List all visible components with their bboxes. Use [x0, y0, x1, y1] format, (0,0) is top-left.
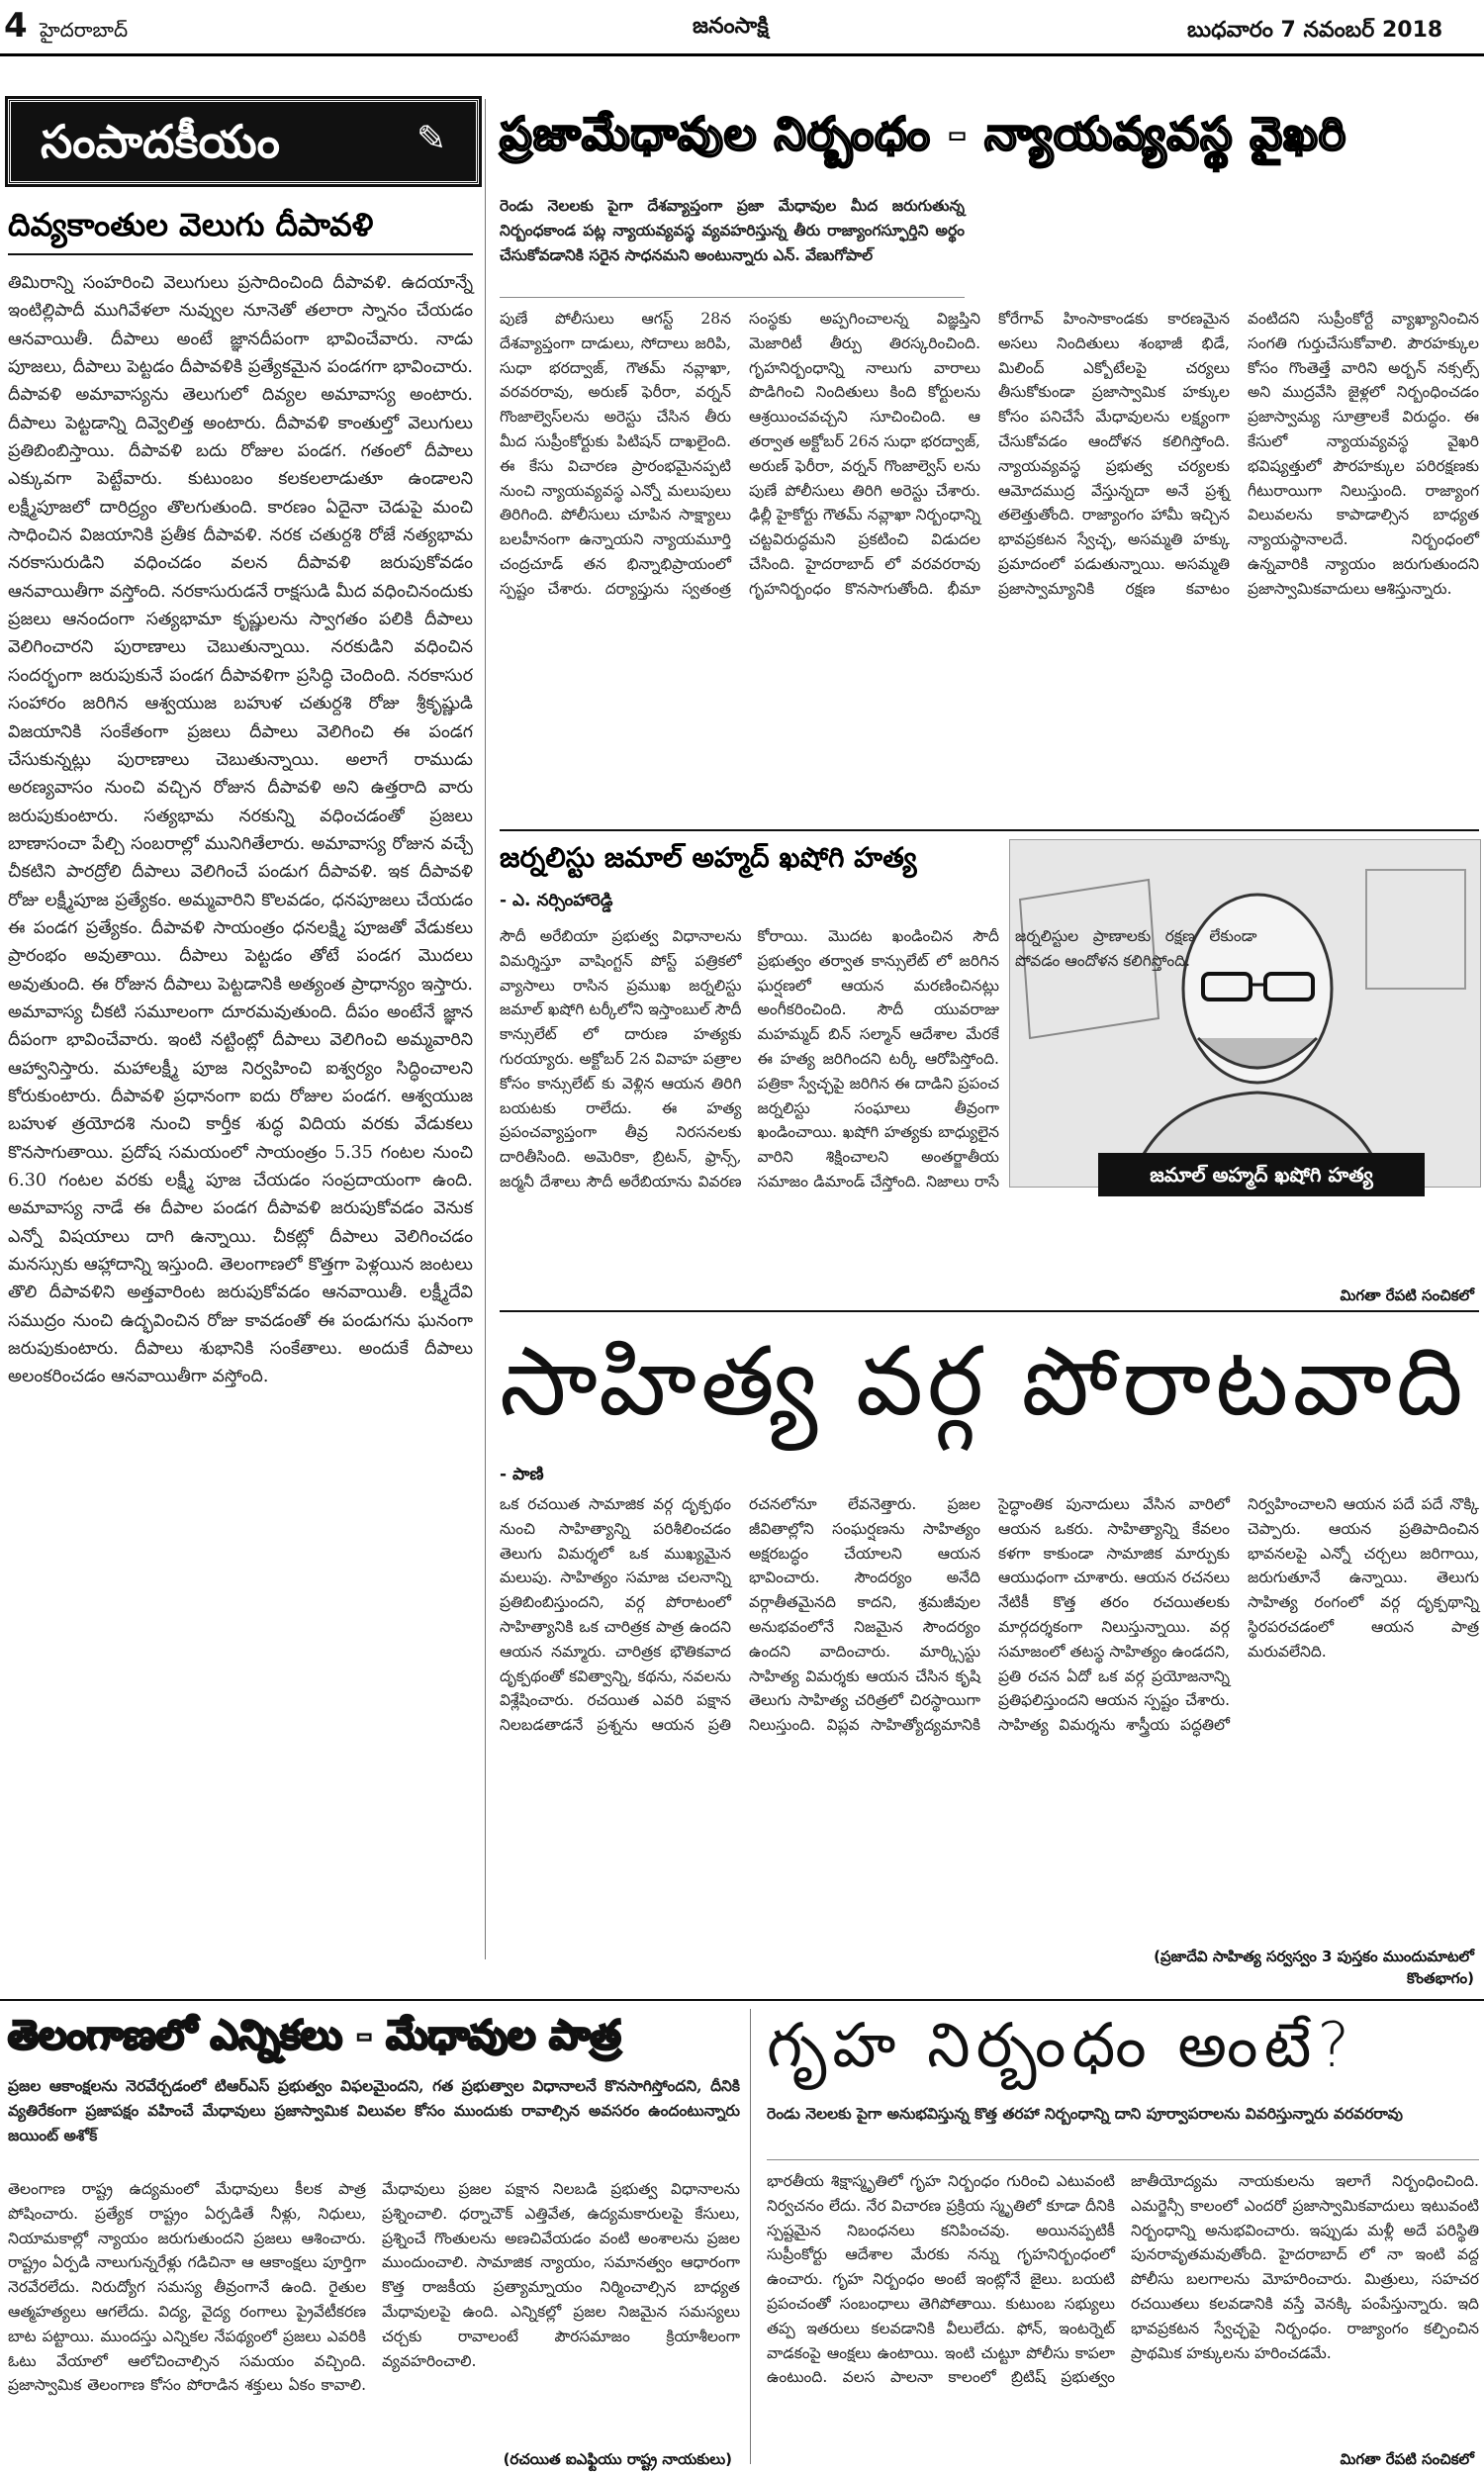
house-arrest-title: గృహ నిర్బంధం అంటే? — [767, 2009, 1356, 2081]
page-number: 4 — [4, 6, 28, 46]
lead-story-rule — [500, 829, 1479, 831]
khashoggi-body: సౌదీ అరేబియా ప్రభుత్వ విధానాలను విమర్శిస్తూ వాషింగ్టన్ పోస్ట్ పత్రికలో వ్యాసాలు రాసిన ప్రముఖ జర్నలిస్టు జమాల్ ఖషోగి టర్కీలోని ఇస్తాంబుల్ సౌదీ కాన్సులేట్ లో దారుణ హత్యకు గురయ్యారు. అక్టోబర్ 2న వివాహ పత్రాల కోసం కాన్సులేట్ కు వెళ్లిన ఆయన తిరిగి బయటకు రాలేదు. ఈ హత్య ప్రపంచవ్యాప్తంగా తీవ్ర నిరసనలకు దారితీసింది. అమెరికా, బ్రిటన్, ఫ్రాన్స్, జర్మనీ దేశాలు సౌదీ అరేబియాను వివరణ కోరాయి. మొదట ఖండించిన సౌదీ ప్రభుత్వం తర్వాత కాన్సులేట్ లో జరిగిన ఘర్షణలో ఆయన మరణించినట్లు అంగీకరించింది. సౌదీ యువరాజు మహమ్మద్ బిన్ సల్మాన్ ఆదేశాల మేరకే ఈ హత్య జరిగిందని టర్కీ ఆరోపిస్తోంది. పత్రికా స్వేచ్ఛపై జరిగిన ఈ దాడిని ప్రపంచ జర్నలిస్టు సంఘాలు తీవ్రంగా ఖండించాయి. ఖషోగి హత్యకు బాధ్యులైన వారిని శిక్షించాలని అంతర్జాతీయ సమాజం డిమాండ్ చేస్తోంది. నిజాలు రాసే — [500, 927, 999, 1190]
khashoggi-portrait — [1009, 839, 1481, 1188]
lead-story-deck: రెండు నెలలకు పైగా దేశవ్యాప్తంగా ప్రజా మేధావుల మీద జరుగుతున్న నిర్బంధకాండ పట్ల న్యాయవ్యవస్థ వ్యవహరిస్తున్న తీరు రాజ్యాంగస్ఫూర్తిని అర్థం చేసుకోవడానికి సరైన సాధనమని అంటున్నారు ఎన్. వేణుగోపాల్ — [500, 196, 965, 264]
issue-date: బుధవారం 7 నవంబర్ 2018 — [1187, 18, 1443, 43]
lower-section-rule — [0, 1999, 1484, 2001]
khashoggi-title: జర్నలిస్టు జమాల్ అహ్మద్ ఖషోగి హత్య — [500, 841, 917, 874]
house-arrest-deck-rule — [767, 2159, 1479, 2160]
portrait-sketch-icon — [1010, 840, 1480, 1187]
editorial-title-rule — [8, 253, 473, 255]
khashoggi-rule — [500, 1310, 1479, 1312]
khashoggi-continued: మిగతా రేపటి సంచికలో — [1340, 1286, 1474, 1304]
editorial-title: దివ్యకాంతుల వెలుగు దీపావళి — [8, 206, 374, 243]
lead-story-title: ప్రజామేధావుల నిర్బంధం - న్యాయవ్యవస్థ వైఖరి — [500, 107, 1347, 160]
page-header — [0, 0, 1484, 55]
edition-city: హైదరాబాద్ — [40, 18, 129, 42]
khashoggi-byline: - ఎ. నర్సింహారెడ్డి — [500, 891, 613, 910]
telangana-body: తెలంగాణ రాష్ట్ర ఉద్యమంలో మేధావులు కీలక పాత్ర పోషించారు. ప్రత్యేక రాష్ట్రం ఏర్పడితే నీళ్లు, నిధులు, నియామకాల్లో న్యాయం జరుగుతుందని ప్రజలు ఆశించారు. రాష్ట్రం ఏర్పడి నాలుగున్నరేళ్లు గడిచినా ఆ ఆకాంక్షలు పూర్తిగా నెరవేరలేదు. నిరుద్యోగ సమస్య తీవ్రంగానే ఉంది. రైతుల ఆత్మహత్యలు ఆగలేదు. విద్య, వైద్య రంగాలు ప్రైవేటీకరణ బాట పట్టాయి. ముందస్తు ఎన్నికల నేపథ్యంలో ప్రజలు ఎవరికి ఓటు వేయాలో ఆలోచించాల్సిన సమయం వచ్చింది. ప్రజాస్వామిక తెలంగాణ కోసం పోరాడిన శక్తులు ఏకం కావాలి. మేధావులు ప్రజల పక్షాన నిలబడి ప్రభుత్వ విధానాలను ప్రశ్నించాలి. ధర్నాచౌక్ ఎత్తివేత, ఉద్యమకారులపై కేసులు, ప్రశ్నించే గొంతులను అణచివేయడం వంటి అంశాలను ప్రజల ముందుంచాలి. సామాజిక న్యాయం, సమానత్వం ఆధారంగా కొత్త రాజకీయ ప్రత్యామ్నాయం నిర్మించాల్సిన బాధ్యత మేధావులపై ఉంది. ఎన్నికల్లో ప్రజల నిజమైన సమస్యలు చర్చకు రావాలంటే పౌరసమాజం క్రియాశీలంగా వ్యవహరించాలి. — [8, 2180, 740, 2395]
house-arrest-deck: రెండు నెలలకు పైగా అనుభవిస్తున్న కొత్త తరహా నిర్బంధాన్ని దాని పూర్వాపరాలను వివరిస్తున్నారు వరవరరావు — [767, 2104, 1403, 2123]
telangana-deck: ప్రజల ఆకాంక్షలను నెరవేర్చడంలో టిఆర్ఎస్ ప్రభుత్వం విఫలమైందని, గత ప్రభుత్వాల విధానాలనే కొనసాగిస్తోందని, దీనికి వ్యతిరేకంగా ప్రజాపక్షం వహించే మేధావులు ప్రజాస్వామిక విలువల కోసం ముందుకు రావాల్సిన అవసరం ఉందంటున్నారు జయింట్ అశోక్ — [8, 2076, 740, 2144]
literary-byline: - పాణి — [500, 1465, 544, 1484]
house-arrest-body: భారతీయ శిక్షాస్మృతిలో గృహ నిర్బంధం గురించి ఎటువంటి నిర్వచనం లేదు. నేర విచారణ ప్రక్రియ స్మృతిలో కూడా దీనికి స్పష్టమైన నిబంధనలు కనిపించవు. అయినప్పటికీ సుప్రీంకోర్టు ఆదేశాల మేరకు నన్ను గృహనిర్బంధంలో ఉంచారు. గృహ నిర్బంధం అంటే ఇంట్లోనే జైలు. బయటి ప్రపంచంతో సంబంధాలు తెగిపోతాయి. కుటుంబ సభ్యులు తప్ప ఇతరులు కలవడానికి వీలులేదు. ఫోన్, ఇంటర్నెట్ వాడకంపై ఆంక్షలు ఉంటాయి. ఇంటి చుట్టూ పోలీసు కాపలా ఉంటుంది. వలస పాలనా కాలంలో బ్రిటిష్ ప్రభుత్వం జాతీయోద్యమ నాయకులను ఇలాగే నిర్బంధించింది. ఎమర్జెన్సీ కాలంలో ఎందరో ప్రజాస్వామికవాదులు ఇటువంటి నిర్బంధాన్ని అనుభవించారు. ఇప్పుడు మళ్లీ అదే పరిస్థితి పునరావృతమవుతోంది. హైదరాబాద్ లో నా ఇంటి వద్ద పోలీసు బలగాలను మోహరించారు. మిత్రులు, సహచర రచయితలు కలవడానికి వస్తే వెనక్కి పంపేస్తున్నారు. ఇది భావప్రకటన స్వేచ్ఛపై నిర్బంధం. రాజ్యాంగం కల్పించిన ప్రాథమిక హక్కులను హరించడమే. — [767, 2172, 1479, 2387]
telangana-title: తెలంగాణలో ఎన్నికలు - మేధావుల పాత్ర — [8, 2013, 621, 2058]
editorial-label-box — [8, 99, 479, 184]
header-rule — [0, 53, 1484, 56]
editorial-body: తిమిరాన్ని సంహరించి వెలుగులు ప్రసాదించింది దీపావళి. ఉదయాన్నే ఇంటిల్లిపాదీ ముగివేళలా నువ్వుల నూనెతో తలారా స్నానం చేయడం ఆనవాయితీ. దీపాలు అంటే జ్ఞానదీపంగా భావించేవారు. నాడు పూజలు, దీపాలు పెట్టడం దీపావళికి ప్రత్యేకమైన పండగగా భావించారు. దీపావళి అమావాస్యను తెలుగులో దివ్యల అమావాస్య అంటారు. దీపాలు పెట్టడాన్ని దివ్వెలిత్త అంటారు. దీపావళి కాంతుల్తో వెలుగులు ప్రతిబింబిస్తాయి. దీపావళి బదు రోజుల పండగ. గతంలో దీపాలు ఎక్కువగా పెట్టేవారు. కుటుంబం కలకలలాడుతూ ఉండాలని లక్ష్మీపూజలో దారిద్ర్యం తొలగుతుంది. కారణం ఏదైనా చెడుపై మంచి సాధించిన విజయానికి ప్రతీక దీపావళి. నరక చతుర్దశి రోజే నత్యభామ నరకాసురుడిని వధించడం వలన దీపావళి జరుపుకోవడం ఆనవాయితీగా వస్తోంది. నరకాసురుడనే రాక్షసుడి మీద వధించినందుకు ప్రజలు ఆనందంగా సత్యభామా కృష్ణులను స్వాగతం పలికి దీపాలు వెలిగించారని పురాణాలు చెబుతున్నాయి. నరకుడిని వధించిన సందర్భంగా జరుపుకునే పండగ దీపావళిగా ప్రసిద్ధి చెందింది. నరకాసుర సంహారం జరిగిన ఆశ్వయుజ బహుళ చతుర్దశి రోజు శ్రీకృష్ణుడి విజయానికి సంకేతంగా ప్రజలు దీపాలు వెలిగించి ఈ పండగ చేసుకున్నట్లు పురాణాలు చెబుతున్నాయి. అలాగే రాముడు అరణ్యవాసం నుంచి వచ్చిన రోజున దీపావళి అని ఉత్తరాది వారు జరుపుకుంటారు. సత్యభామ నరకున్ని వధించడంతో ప్రజలు బాణాసంచా పేల్చి సంబరాల్లో మునిగితేలారు. అమావాస్య రోజున వచ్చే చీకటిని పారద్రోలి దీపాలు వెలిగించే పండుగ దీపావళి. ఇక దీపావళి రోజు లక్ష్మీపూజ ప్రత్యేకం. అమ్మవారిని కొలవడం, ధనపూజలు చేయడం ఈ పండగ ప్రత్యేకం. దీపావళి సాయంత్రం ధనలక్ష్మి పూజతో వేడుకలు ప్రారంభం అవుతాయి. దీపాలు పెట్టడం తోటే పండగ మొదలు అవుతుంది. ఈ రోజున దీపాలు పెట్టడానికి అత్యంత ప్రాధాన్యం ఇస్తారు. అమావాస్య చీకటి సమూలంగా దూరమవుతుంది. దీపం అంటేనే జ్ఞాన దీపంగా భావించేవారు. ఇంటి నట్టింట్లో దీపాలు వెలిగించి అమ్మవారిని ఆహ్వానిస్తారు. మహాలక్ష్మీ పూజ నిర్వహించి ఐశ్వర్యం సిద్ధించాలని కోరుకుంటారు. దీపావళి ప్రధానంగా ఐదు రోజుల పండగ. ఆశ్వయుజ బహుళ త్రయోదశి నుంచి కార్తీక శుద్ధ విదియ వరకు వేడుకలు కొనసాగుతాయి. ప్రదోష సమయంలో సాయంత్రం 5.35 గంటల నుంచి 6.30 గంటల వరకు లక్ష్మీ పూజ చేయడం సంప్రదాయంగా ఉంది. అమావాస్య నాడే ఈ దీపాల పండగ దీపావళి జరుపుకోవడం వెనుక ఎన్నో విషయాలు దాగి ఉన్నాయి. చీకట్లో దీపాలు వెలిగించడం మనస్సుకు ఆహ్లాదాన్ని ఇస్తుంది. తెలంగాణలో కొత్తగా పెళ్లయిన జంటలు తొలి దీపావళిని అత్తవారింట జరుపుకోవడం ఆనవాయితీ. లక్ష్మీదేవి సముద్రం నుంచి ఉద్భవించిన రోజు కావడంతో ఈ పండుగను ఘనంగా జరుపుకుంటారు. దీపాలు శుభానికి సంకేతాలు. అందుకే దీపాలు అలంకరించడం ఆనవాయితీగా వస్తోంది. — [8, 273, 473, 1387]
telangana-credit: (రచయిత ఐఎఫ్టియు రాష్ట్ర నాయకులు) — [503, 2450, 732, 2468]
masthead: జనంసాక్షి — [693, 14, 769, 39]
lead-story-body: పుణే పోలీసులు ఆగస్ట్ 28న దేశవ్యాప్తంగా దాడులు, సోదాలు జరిపి, సుధా భరద్వాజ్, గౌతమ్ నవ్లాఖా, వరవరరావు, అరుణ్ ఫెరీరా, వర్నన్ గొంజాల్వెస్‌లను అరెస్టు చేసిన తీరు మీద సుప్రీంకోర్టుకు పిటిషన్ దాఖలైంది. ఈ కేసు విచారణ ప్రారంభమైనప్పటి నుంచి న్యాయవ్యవస్థ ఎన్నో మలుపులు తిరిగింది. పోలీసులు చూపిన సాక్ష్యాలు బలహీనంగా ఉన్నాయని న్యాయమూర్తి చంద్రచూడ్ తన భిన్నాభిప్రాయంలో స్పష్టం చేశారు. దర్యాప్తును స్వతంత్ర సంస్థకు అప్పగించాలన్న విజ్ఞప్తిని మెజారిటీ తీర్పు తిరస్కరించింది. గృహనిర్బంధాన్ని నాలుగు వారాలు పొడిగించి నిందితులు కింది కోర్టులను ఆశ్రయించవచ్చని సూచించింది. ఆ తర్వాత అక్టోబర్ 26న సుధా భరద్వాజ్, అరుణ్ ఫెరీరా, వర్నన్ గొంజాల్వెస్ లను పుణే పోలీసులు తిరిగి అరెస్టు చేశారు. ఢిల్లీ హైకోర్టు గౌతమ్ నవ్లాఖా నిర్బంధాన్ని చట్టవిరుద్ధమని ప్రకటించి విడుదల చేసింది. హైదరాబాద్ లో వరవరరావు గృహనిర్బంధం కొనసాగుతోంది. భీమా కోరేగావ్ హింసాకాండకు కారణమైన అసలు నిందితులు శంభాజీ భిడే, మిలింద్ ఎక్బోటేలపై చర్యలు తీసుకోకుండా ప్రజాస్వామిక హక్కుల కోసం పనిచేసే మేధావులను లక్ష్యంగా చేసుకోవడం ఆందోళన కలిగిస్తోంది. న్యాయవ్యవస్థ ప్రభుత్వ చర్యలకు ఆమోదముద్ర వేస్తున్నదా అనే ప్రశ్న తలెత్తుతోంది. రాజ్యాంగం హామీ ఇచ్చిన భావప్రకటన స్వేచ్ఛ, అసమ్మతి హక్కు ప్రమాదంలో పడుతున్నాయి. అసమ్మతి ప్రజాస్వామ్యానికి రక్షణ కవాటం వంటిదని సుప్రీంకోర్టే వ్యాఖ్యానించిన సంగతి గుర్తుచేసుకోవాలి. పౌరహక్కుల కోసం గొంతెత్తే వారిని అర్బన్ నక్సల్స్ అని ముద్రవేసి జైళ్లలో నిర్బంధించడం ప్రజాస్వామ్య సూత్రాలకే విరుద్ధం. ఈ కేసులో న్యాయవ్యవస్థ వైఖరి భవిష్యత్తులో పౌరహక్కుల పరిరక్షణకు గీటురాయిగా నిలుస్తుంది. రాజ్యాంగ విలువలను కాపాడాల్సిన బాధ్యత న్యాయస్థానాలదే. నిర్బంధంలో ఉన్నవారికి న్యాయం జరుగుతుందని ప్రజాస్వామికవాదులు ఆశిస్తున్నారు. — [500, 310, 1479, 598]
house-arrest-continued: మిగతా రేపటి సంచికలో — [1340, 2450, 1474, 2468]
deck-rule — [500, 297, 965, 298]
bottom-column-divider — [750, 2009, 751, 2464]
literary-body: ఒక రచయిత సామాజిక వర్గ దృక్పథం నుంచి సాహిత్యాన్ని పరిశీలించడం తెలుగు విమర్శలో ఒక ముఖ్యమైన మలుపు. సాహిత్యం సమాజ చలనాన్ని ప్రతిబింబిస్తుందని, వర్గ పోరాటంలో సాహిత్యానికి ఒక చారిత్రక పాత్ర ఉందని ఆయన నమ్మారు. చారిత్రక భౌతికవాద దృక్పథంతో కవిత్వాన్ని, కథను, నవలను విశ్లేషించారు. రచయిత ఎవరి పక్షాన నిలబడతాడనే ప్రశ్నను ఆయన ప్రతి రచనలోనూ లేవనెత్తారు. ప్రజల జీవితాల్లోని సంఘర్షణను సాహిత్యం అక్షరబద్ధం చేయాలని ఆయన భావించారు. సౌందర్యం అనేది వర్గాతీతమైనది కాదని, శ్రమజీవుల అనుభవంలోనే నిజమైన సౌందర్యం ఉందని వాదించారు. మార్క్సిస్టు సాహిత్య విమర్శకు ఆయన చేసిన కృషి తెలుగు సాహిత్య చరిత్రలో చిరస్థాయిగా నిలుస్తుంది. విప్లవ సాహిత్యోద్యమానికి సైద్ధాంతిక పునాదులు వేసిన వారిలో ఆయన ఒకరు. సాహిత్యాన్ని కేవలం కళగా కాకుండా సామాజిక మార్పుకు ఆయుధంగా చూశారు. ఆయన రచనలు నేటికీ కొత్త తరం రచయితలకు మార్గదర్శకంగా నిలుస్తున్నాయి. వర్గ సమాజంలో తటస్థ సాహిత్యం ఉండదని, ప్రతి రచన ఏదో ఒక వర్గ ప్రయోజనాన్ని ప్రతిఫలిస్తుందని ఆయన స్పష్టం చేశారు. సాహిత్య విమర్శను శాస్త్రీయ పద్ధతిలో నిర్వహించాలని ఆయన పదే పదే నొక్కి చెప్పారు. ఆయన ప్రతిపాదించిన భావనలపై ఎన్నో చర్చలు జరిగాయి, జరుగుతూనే ఉన్నాయి. తెలుగు సాహిత్య రంగంలో వర్గ దృక్పథాన్ని స్థిరపరచడంలో ఆయన పాత్ర మరువలేనిది. — [500, 1495, 1479, 1735]
literary-title: సాహిత్య వర్గ పోరాటవాది — [500, 1326, 1467, 1437]
khashoggi-caption: జమాల్ అహ్మద్ ఖషోగి హత్య — [1098, 1153, 1425, 1196]
editorial-label: సంపాదకీయం — [41, 115, 281, 168]
literary-credit: (ప్రజాదేవి సాహిత్య సర్వస్వం 3 పుస్తకం ముందుమాటలో కొంతభాగం) — [1154, 1948, 1474, 1987]
column-divider — [485, 99, 486, 1959]
pen-icon: ✎ — [417, 119, 447, 159]
